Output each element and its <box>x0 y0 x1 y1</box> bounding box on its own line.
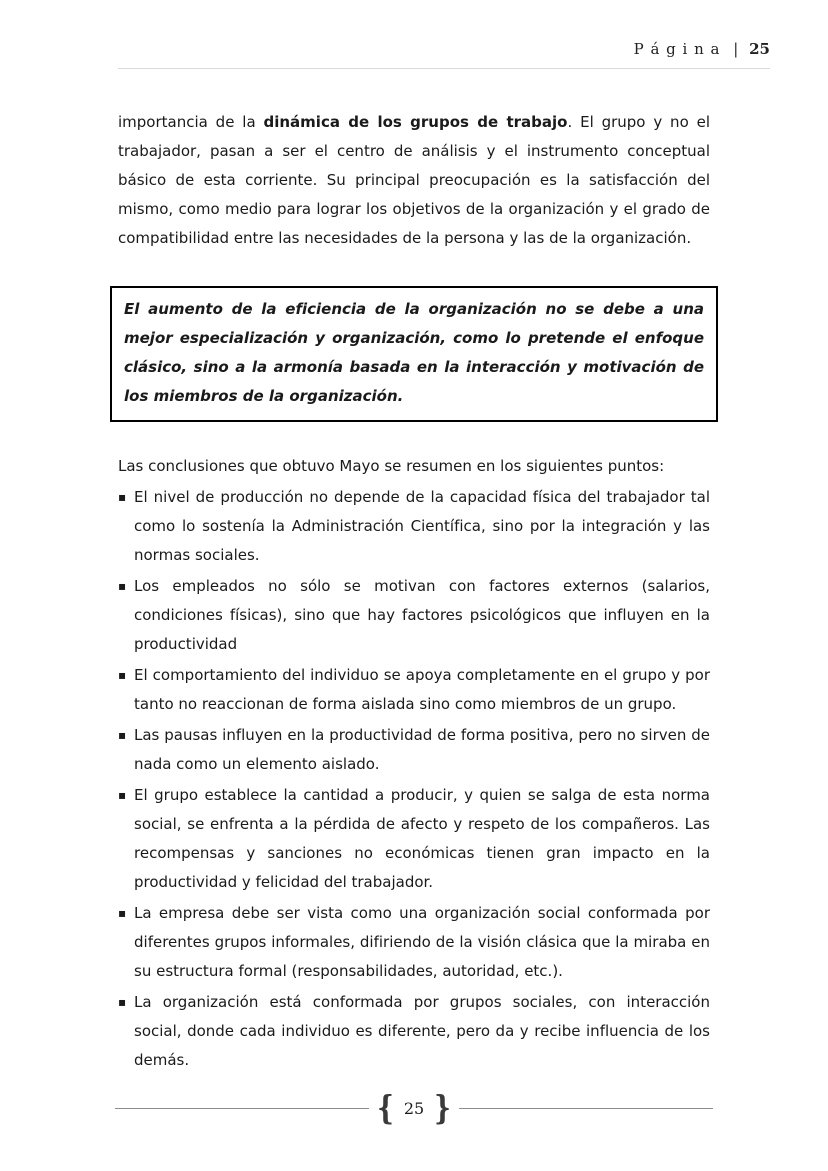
document-body <box>118 108 710 1077</box>
list-item-text: El grupo establece la cantidad a producir, y quien se salga de esta norma social, se enfrenta a la pérdida de afecto y respeto de los compañeros. Las recompensas y sanciones no económicas tienen gran impacto en la productividad y felicidad del trabajador. <box>134 786 710 891</box>
right-brace-ornament-icon: } <box>434 1090 451 1128</box>
paragraph-pre-text: importancia de la <box>118 113 264 131</box>
bullet-icon: ▪ <box>118 788 127 802</box>
list-item <box>118 661 710 719</box>
header-page-word: P á g i n a <box>633 40 721 58</box>
list-item <box>118 572 710 659</box>
bullet-icon: ▪ <box>118 995 127 1009</box>
bullet-icon: ▪ <box>118 728 127 742</box>
bullet-icon: ▪ <box>118 906 127 920</box>
list-item <box>118 721 710 779</box>
list-item-text: La organización está conformada por grupos sociales, con interacción social, donde cada individuo es diferente, pero da y recibe influencia de los demás. <box>134 993 710 1069</box>
paragraph-bold-phrase: dinámica de los grupos de trabajo <box>263 113 568 131</box>
list-item-text: Los empleados no sólo se motivan con factores externos (salarios, condiciones físicas), sino que hay factores psicológicos que influyen en la productividad <box>134 577 710 653</box>
list-item-text: Las pausas influyen en la productividad de forma positiva, pero no sirven de nada como un elemento aislado. <box>134 726 710 773</box>
page-footer <box>115 1090 713 1128</box>
conclusions-list <box>118 483 710 1075</box>
paragraph-post-text: . El grupo y no el trabajador, pasan a ser el centro de análisis y el instrumento conceptual básico de esta corriente. Su principal preocupación es la satisfacción del mismo, como medio para lograr los objetivos de la organización y el grado de compatibilidad entre las necesidades de la persona y las de la organización. <box>118 113 710 247</box>
conclusions-intro: Las conclusiones que obtuvo Mayo se resumen en los siguientes puntos: <box>118 457 665 475</box>
header-page-label <box>118 40 770 58</box>
paragraph-intro-dynamics <box>118 108 710 253</box>
left-brace-ornament-icon: { <box>377 1090 394 1128</box>
list-item-text: La empresa debe ser vista como una organización social conformada por diferentes grupos informales, difiriendo de la visión clásica que la miraba en su estructura formal (responsabilidades, autoridad, etc.). <box>134 904 710 980</box>
header-page-number: 25 <box>749 40 770 58</box>
boxed-quote <box>110 286 718 422</box>
header-separator: | <box>733 40 739 58</box>
footer-page-number: 25 <box>403 1099 425 1118</box>
list-item <box>118 483 710 570</box>
list-item <box>118 781 710 897</box>
header-divider <box>118 68 770 69</box>
page-header <box>118 40 770 69</box>
bullet-icon: ▪ <box>118 490 127 504</box>
list-item-text: El comportamiento del individuo se apoya completamente en el grupo y por tanto no reaccionan de forma aislada sino como miembros de un grupo. <box>134 666 710 713</box>
bullet-icon: ▪ <box>118 668 127 682</box>
bullet-icon: ▪ <box>118 579 127 593</box>
list-item <box>118 988 710 1075</box>
boxed-quote-text: El aumento de la eficiencia de la organización no se debe a una mejor especialización y organización, como lo pretende el enfoque clásico, sino a la armonía basada en la interacción y motivación de los miembros de la organización. <box>124 300 704 405</box>
footer-page-number-group <box>369 1090 459 1128</box>
list-item <box>118 899 710 986</box>
list-item-text: El nivel de producción no depende de la capacidad física del trabajador tal como lo sostenía la Administración Científica, sino por la integración y las normas sociales. <box>134 488 710 564</box>
